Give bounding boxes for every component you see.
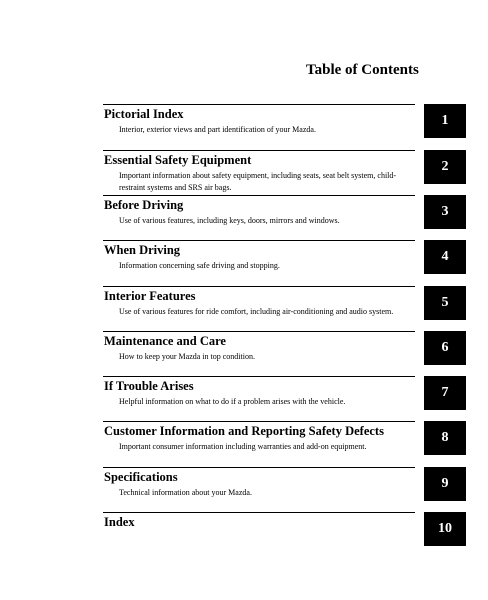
section-heading[interactable]: Before Driving xyxy=(104,198,184,212)
section-tab[interactable]: 10 xyxy=(424,512,466,546)
section-tab[interactable]: 1 xyxy=(424,104,466,138)
section-description: How to keep your Mazda in top condition. xyxy=(119,352,255,361)
section-tab[interactable]: 3 xyxy=(424,195,466,229)
section-tab[interactable]: 8 xyxy=(424,421,466,455)
section-divider xyxy=(103,240,415,241)
section-heading[interactable]: Essential Safety Equipment xyxy=(104,153,252,167)
section-description: Information concerning safe driving and stopping. xyxy=(119,261,280,270)
section-description: Important consumer information including warranties and add-on equipment. xyxy=(119,442,367,451)
section-heading[interactable]: Interior Features xyxy=(104,289,196,303)
section-divider xyxy=(103,376,415,377)
section-tab[interactable]: 4 xyxy=(424,240,466,274)
section-heading[interactable]: When Driving xyxy=(104,243,181,257)
section-tab[interactable]: 2 xyxy=(424,150,466,184)
section-heading[interactable]: Pictorial Index xyxy=(104,107,184,121)
section-description: Use of various features, including keys, doors, mirrors and windows. xyxy=(119,216,340,225)
section-divider xyxy=(103,104,415,105)
section-description: Helpful information on what to do if a problem arises with the vehicle. xyxy=(119,397,346,406)
section-description: Interior, exterior views and part identification of your Mazda. xyxy=(119,125,316,134)
section-description: Use of various features for ride comfort, including air-conditioning and audio system. xyxy=(119,307,394,316)
section-heading[interactable]: Index xyxy=(104,515,135,529)
section-heading[interactable]: If Trouble Arises xyxy=(104,379,194,393)
section-heading[interactable]: Maintenance and Care xyxy=(104,334,226,348)
section-divider xyxy=(103,421,415,422)
section-heading[interactable]: Specifications xyxy=(104,470,178,484)
section-tab[interactable]: 6 xyxy=(424,331,466,365)
section-description: Important information about safety equipment, including seats, seat belt system, child-restraint systems and SRS air bags. xyxy=(119,171,397,192)
section-heading[interactable]: Customer Information and Reporting Safety Defects xyxy=(104,424,384,438)
page-title: Table of Contents xyxy=(306,62,419,78)
section-divider xyxy=(103,195,415,196)
section-divider xyxy=(103,331,415,332)
section-description: Technical information about your Mazda. xyxy=(119,488,252,497)
section-divider xyxy=(103,467,415,468)
section-tab[interactable]: 7 xyxy=(424,376,466,410)
section-divider xyxy=(103,150,415,151)
section-tab[interactable]: 5 xyxy=(424,286,466,320)
section-divider xyxy=(103,286,415,287)
section-tab[interactable]: 9 xyxy=(424,467,466,501)
section-divider xyxy=(103,512,415,513)
